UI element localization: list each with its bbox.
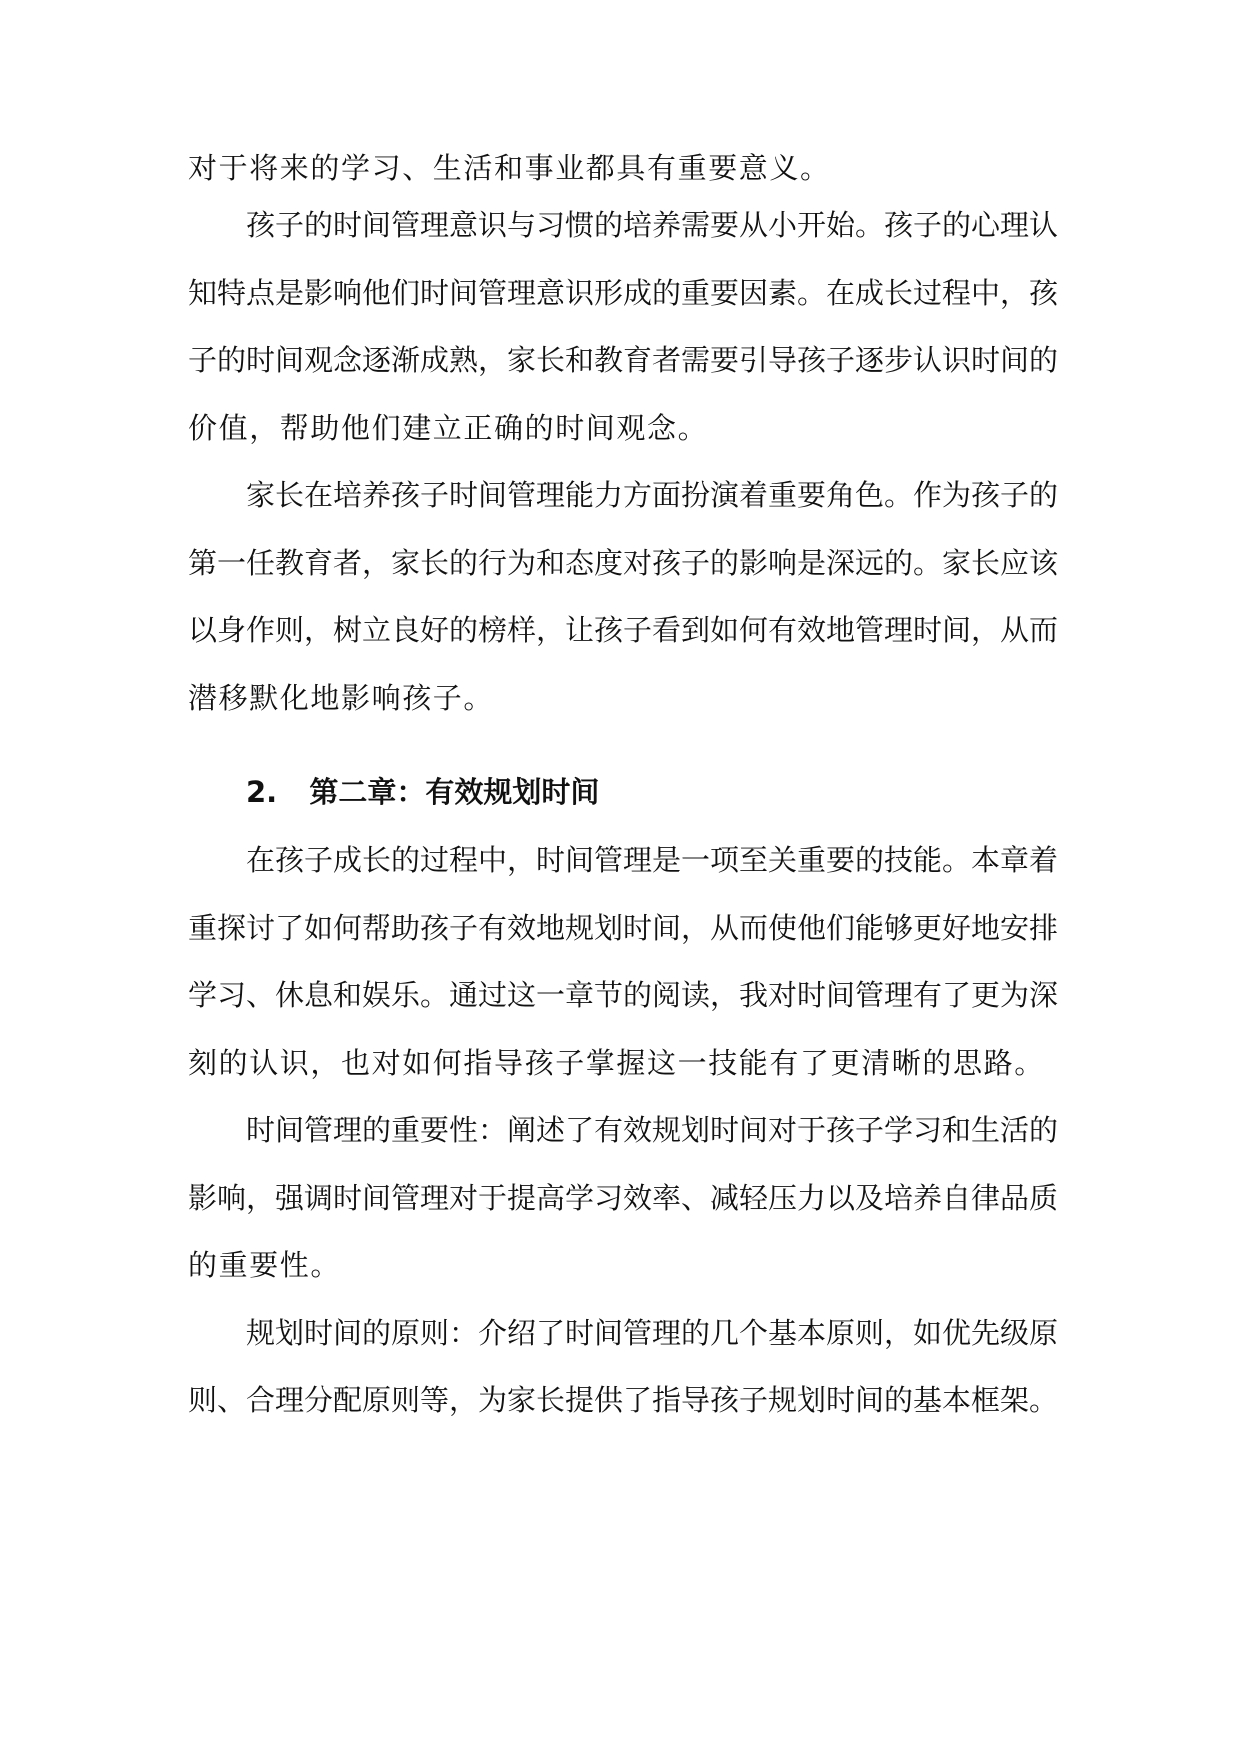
paragraph-2-line-2: 知特点是影响他们时间管理意识形成的重要因素。在成长过程中，孩	[188, 276, 1059, 310]
paragraph-4-line-3: 学习、休息和娱乐。通过这一章节的阅读，我对时间管理有了更为深	[188, 978, 1059, 1012]
paragraph-5-line-2: 影响，强调时间管理对于提高学习效率、减轻压力以及培养自律品质	[188, 1181, 1059, 1215]
chapter-title: 第二章：有效规划时间	[309, 775, 600, 809]
paragraph-6-line-2: 则、合理分配原则等，为家长提供了指导孩子规划时间的基本框架。	[188, 1383, 1059, 1417]
paragraph-6-line-1: 规划时间的原则：介绍了时间管理的几个基本原则，如优先级原	[246, 1316, 1059, 1350]
paragraph-5-line-1: 时间管理的重要性：阐述了有效规划时间对于孩子学习和生活的	[246, 1113, 1059, 1147]
paragraph-3-line-1: 家长在培养孩子时间管理能力方面扮演着重要角色。作为孩子的	[246, 478, 1059, 512]
paragraph-4-line-1: 在孩子成长的过程中，时间管理是一项至关重要的技能。本章着	[246, 843, 1059, 877]
paragraph-3-line-4: 潜移默化地影响孩子。	[188, 681, 495, 715]
paragraph-1-line-1: 对于将来的学习、生活和事业都具有重要意义。	[188, 151, 831, 185]
paragraph-4-line-4: 刻的认识，也对如何指导孩子掌握这一技能有了更清晰的思路。	[188, 1046, 1045, 1080]
chapter-number: 2.	[246, 775, 278, 809]
paragraph-2-line-4: 价值，帮助他们建立正确的时间观念。	[188, 411, 709, 445]
paragraph-4-line-2: 重探讨了如何帮助孩子有效地规划时间，从而使他们能够更好地安排	[188, 911, 1059, 945]
paragraph-2-line-3: 子的时间观念逐渐成熟，家长和教育者需要引导孩子逐步认识时间的	[188, 343, 1059, 377]
paragraph-3-line-3: 以身作则，树立良好的榜样，让孩子看到如何有效地管理时间，从而	[188, 613, 1059, 647]
chapter-heading	[246, 772, 599, 812]
paragraph-5-line-3: 的重要性。	[188, 1248, 342, 1282]
paragraph-2-line-1: 孩子的时间管理意识与习惯的培养需要从小开始。孩子的心理认	[246, 208, 1059, 242]
paragraph-3-line-2: 第一任教育者，家长的行为和态度对孩子的影响是深远的。家长应该	[188, 546, 1059, 580]
